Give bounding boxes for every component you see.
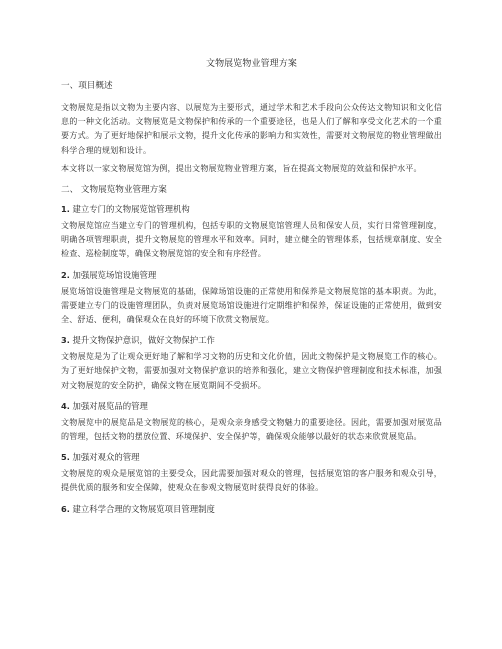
subsection-heading (61, 334, 442, 346)
paragraph: 展览场馆设施管理是文物展览的基础，保障场馆设施的正常使用和保养是文物展览馆的基本职责。为此，需要建立专门的设施管理团队，负责对展览场馆设施进行定期维护和保养，保证设施的正常使用，做到安全、舒适、便利，确保观众在良好的环境下欣赏文物展览。 (61, 286, 442, 325)
subsection-number: 1. (61, 204, 70, 215)
subsection-4 (61, 400, 442, 444)
subsection-heading (61, 269, 442, 281)
paragraph: 文物展览是指以文物为主要内容、以展览为主要形式，通过学术和艺术手段向公众传达文物知识和文化信息的一种文化活动。文物展览是文物保护和传承的一个重要途径，也是人们了解和享受文化艺术的一个重要方式。为了更好地保护和展示文物，提升文化传承的影响力和实效性，需要对文物展览的物业管理做出科学合理的规划和设计。 (61, 103, 442, 155)
subsection-2 (61, 269, 442, 328)
subsection-heading (61, 203, 442, 215)
subsection-number: 5. (61, 452, 70, 463)
subsection-title: 加强展览场馆设施管理 (72, 269, 157, 280)
subsection-5 (61, 451, 442, 495)
subsection-number: 4. (61, 400, 70, 411)
subsection-title: 建立科学合理的文物展览项目管理制度 (72, 503, 215, 514)
paragraph: 文物展览是为了让观众更好地了解和学习文物的历史和文化价值，因此文物保护是文物展览工作的核心。为了更好地保护文物，需要加强对文物保护意识的培养和强化，建立文物保护管理制度和技术标准，加强对文物展览的安全防护，确保文物在展览期间不受损坏。 (61, 352, 442, 390)
paragraph: 本文将以一家文物展览馆为例，提出文物展览物业管理方案，旨在提高文物展览的效益和保护水平。 (61, 163, 422, 173)
document-title: 文物展览物业管理方案 (205, 59, 297, 69)
subsection-6 (61, 503, 442, 515)
subsection-title: 提升文物保护意识，做好文物保护工作 (72, 335, 215, 346)
subsection-number: 3. (61, 335, 70, 346)
subsection-1 (61, 203, 442, 262)
section-project-overview (61, 80, 442, 176)
paragraph: 文物展览的观众是展览馆的主要受众，因此需要加强对观众的管理，包括展览馆的客户服务和观众引导，提供优质的服务和安全保障，使观众在参观文物展览时获得良好的体验。 (61, 469, 442, 493)
subsection-3 (61, 334, 442, 393)
subsection-number: 6. (61, 503, 70, 514)
subsection-heading (61, 451, 442, 463)
subsection-heading (61, 503, 442, 515)
paragraph: 文物展览馆应当建立专门的管理机构，包括专职的文物展览馆管理人员和保安人员，实行日常管理制度，明确各项管理职责，提升文物展览的管理水平和效率。同时，建立健全的管理体系，包括规章制度、安全检查、巡检制度等，确保文物展览馆的安全和有序经营。 (61, 221, 442, 259)
subsection-title: 建立专门的文物展览馆管理机构 (72, 204, 190, 215)
subsection-title: 加强对观众的管理 (72, 452, 140, 463)
paragraph: 文物展览中的展览品是文物展览的核心，是观众亲身感受文物魅力的重要途径。因此，需要加强对展览品的管理，包括文物的摆放位置、环境保护、安全保护等，确保观众能够以最好的状态来欣赏展览品。 (61, 417, 442, 442)
section-heading: 一、项目概述 (61, 81, 113, 91)
section-heading: 二、 文物展览物业管理方案 (61, 185, 167, 196)
subsection-number: 2. (61, 269, 70, 280)
subsection-heading (61, 400, 442, 412)
subsection-title: 加强对展览品的管理 (72, 400, 148, 411)
section-management-plan (61, 184, 442, 515)
